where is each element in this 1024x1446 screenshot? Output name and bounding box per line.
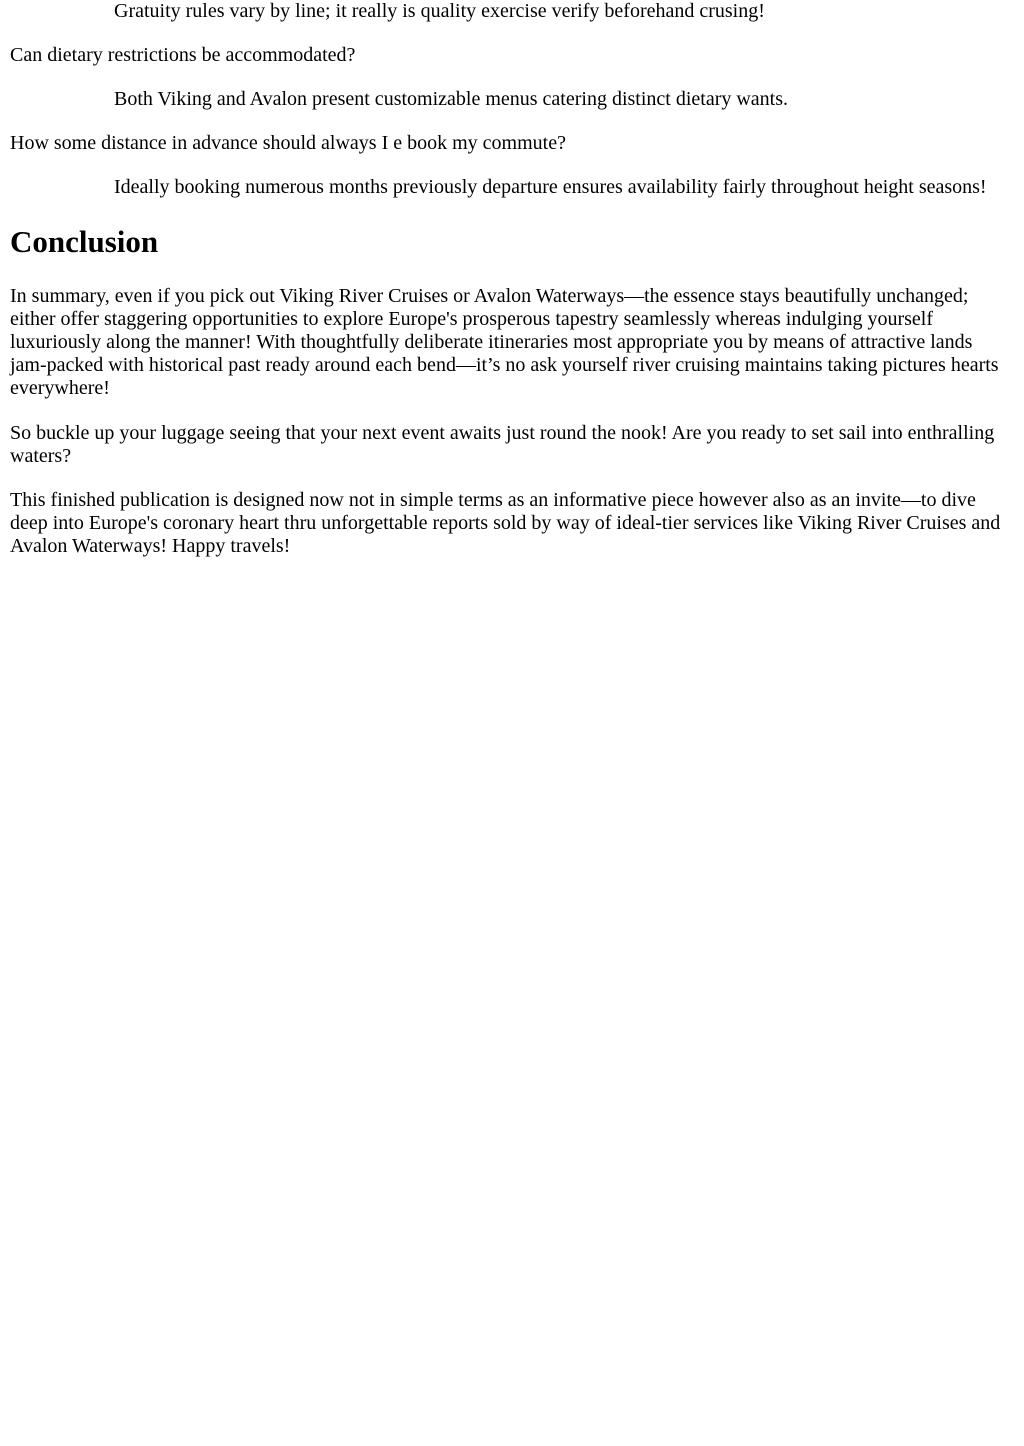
faq-answer-dietary: Both Viking and Avalon present customizable menus catering distinct dietary wants. [114,88,789,110]
faq-question-dietary: Can dietary restrictions be accommodated? [10,44,356,66]
conclusion-paragraph-summary: In summary, even if you pick out Viking River Cruises or Avalon Waterways—the essence stays beautifully unchanged; either offer staggering opportunities to explore Europe's prosperous tapestry seamlessly whereas indulging yourself luxuriously along the manner! With thoughtfully deliberate itineraries most appropriate you by means of attractive lands jam-packed with historical past ready around each bend—it’s no ask yourself river cruising maintains taking pictures hearts everywhere! [10,285,999,399]
conclusion-heading: Conclusion [10,224,159,259]
faq-question-booking: How some distance in advance should always I e book my commute? [10,132,566,154]
faq-answer-gratuity: Gratuity rules vary by line; it really is quality exercise verify beforehand crusing! [114,0,765,22]
conclusion-paragraph-closing: This finished publication is designed now not in simple terms as an informative piece however also as an invite—to dive deep into Europe's coronary heart thru unforgettable reports sold by way of ideal-tier services like Viking River Cruises and Avalon Waterways! Happy travels! [10,489,1001,557]
conclusion-paragraph-buckle-up: So buckle up your luggage seeing that your next event awaits just round the nook! Are you ready to set sail into enthralling waters? [10,422,995,467]
faq-answer-booking: Ideally booking numerous months previously departure ensures availability fairly throughout height seasons! [114,176,987,198]
